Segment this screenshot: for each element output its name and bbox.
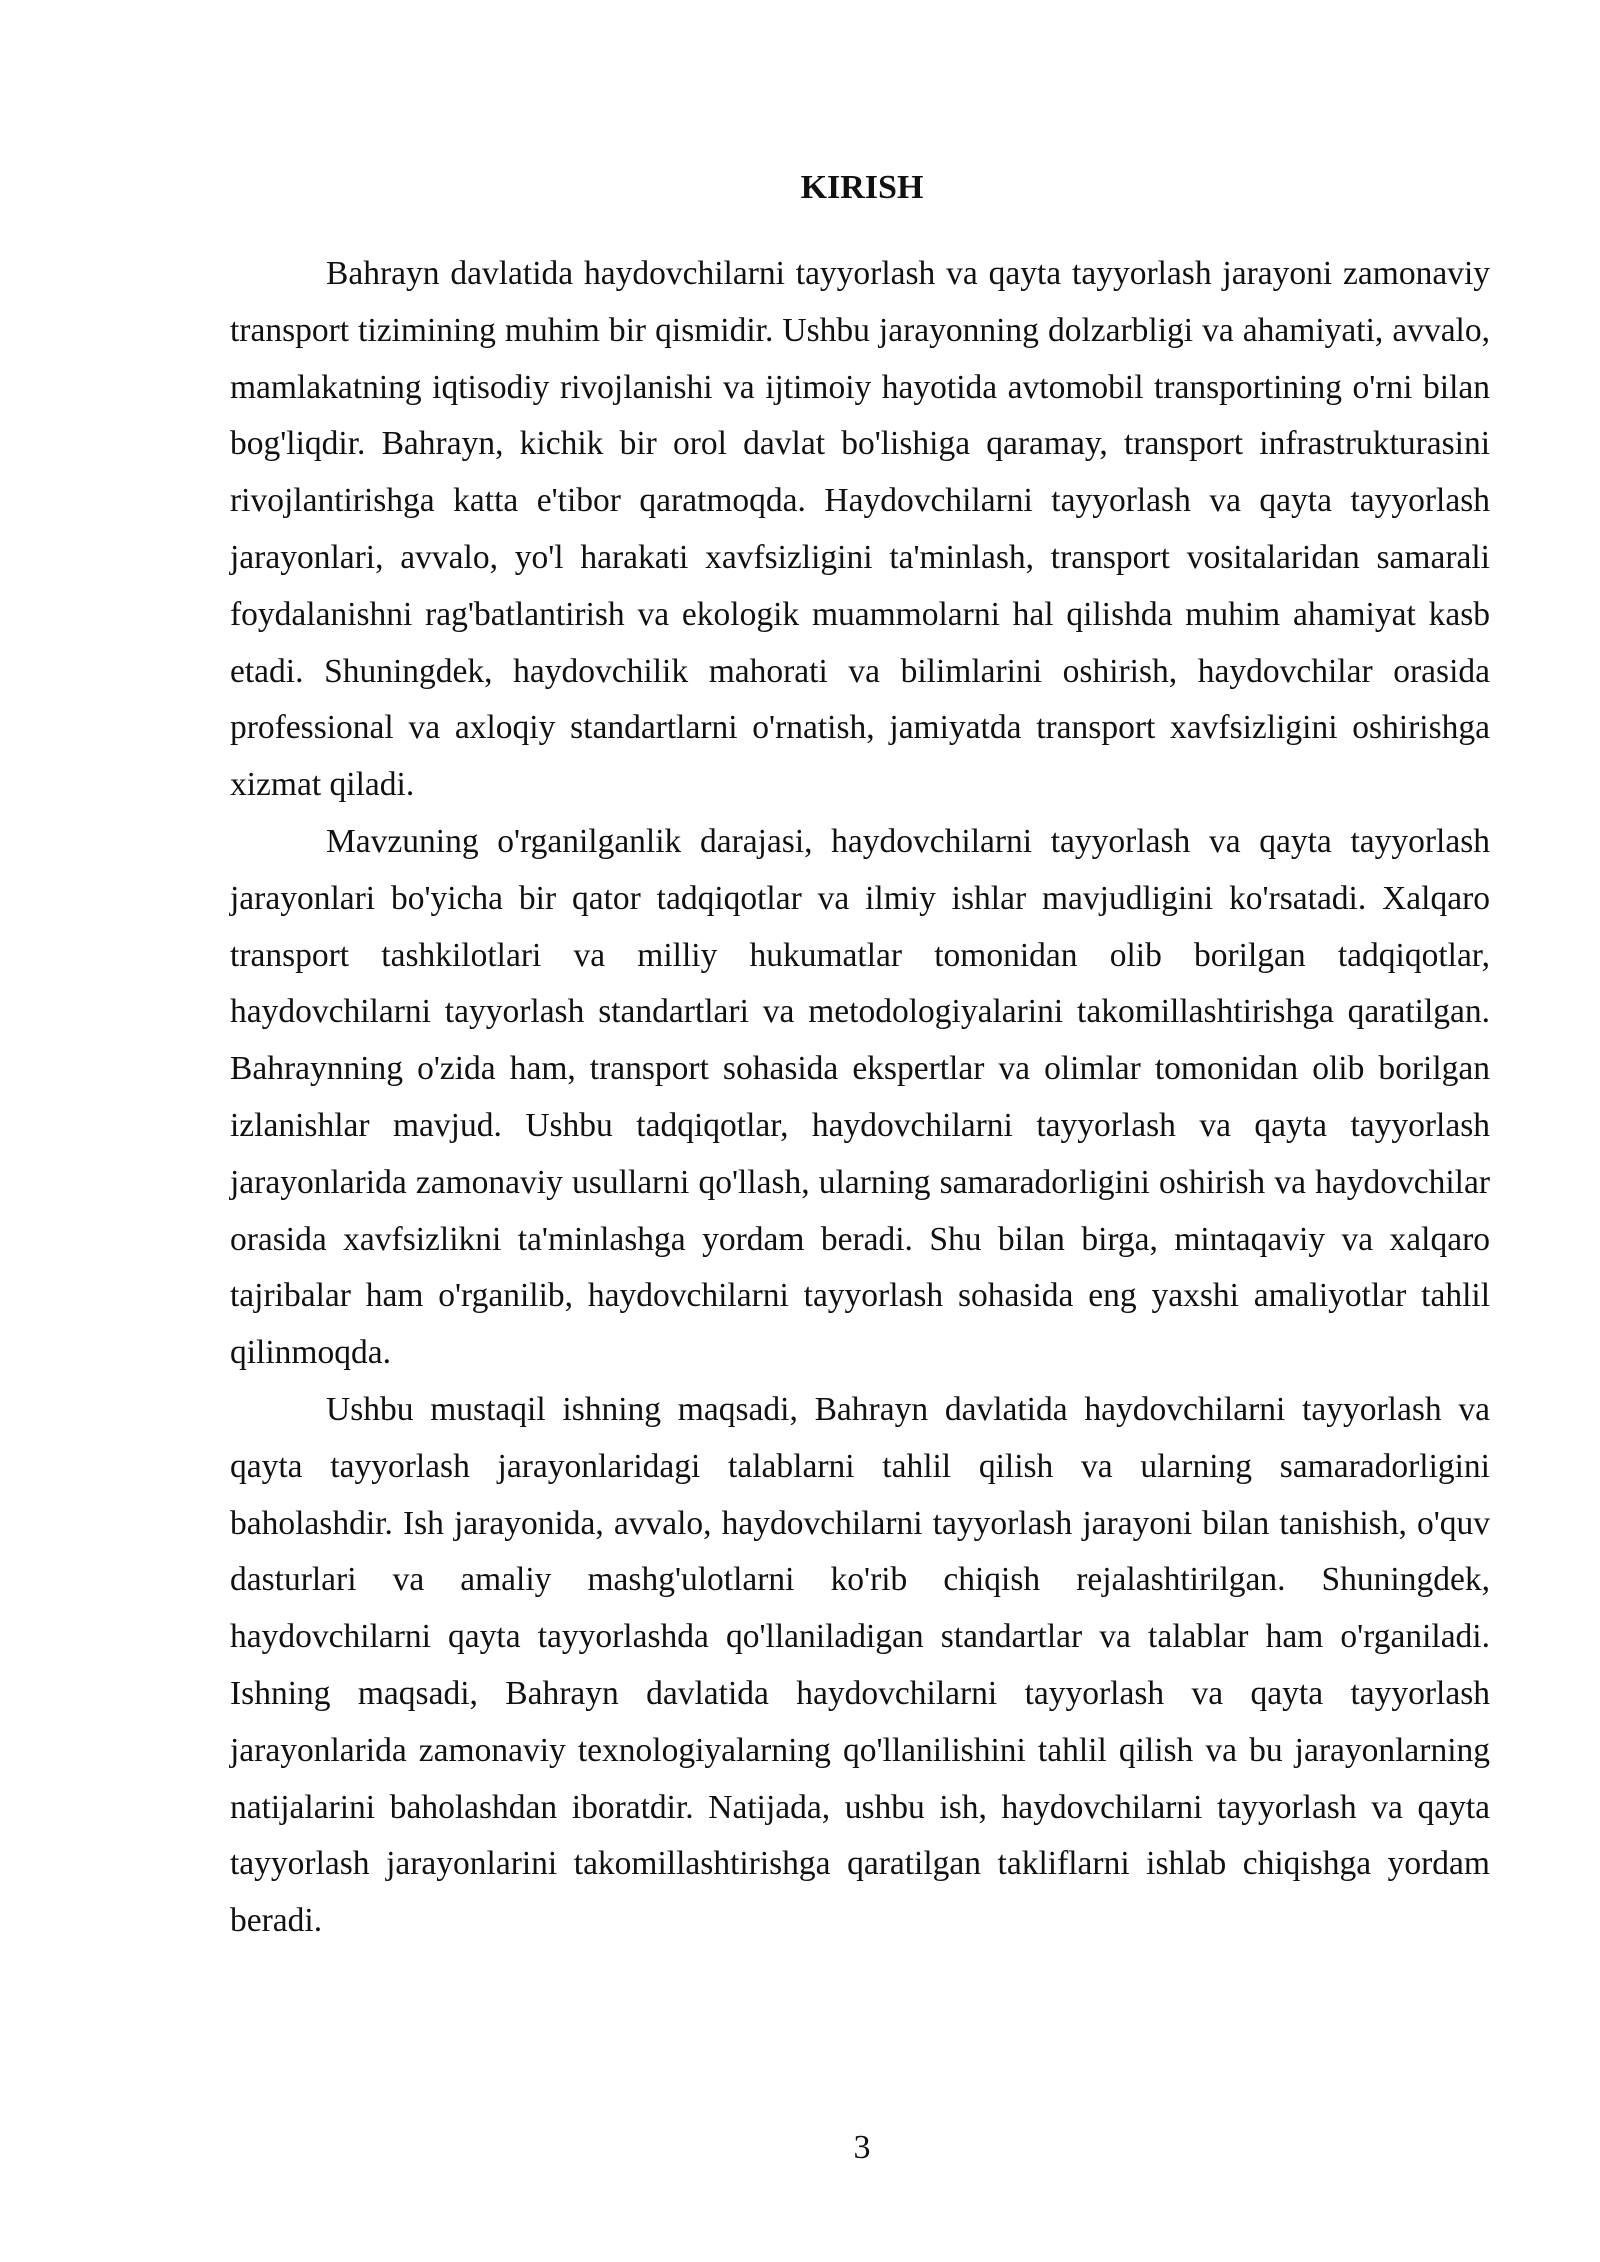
section-title: KIRISH	[800, 169, 924, 206]
paragraph-goal: Ushbu mustaqil ishning maqsadi, Bahrayn davlatida haydovchilarni tayyorlash va qayta tayyorlash jarayonlaridagi talablarni tahlil qilish va ularning samaradorligini baholashdir. Ish jarayonida, avvalo, haydovchilarni tayyorlash jarayoni bilan tanishish, o'quv dasturlari va amaliy mashg'ulotlarni ko'rib chiqish rejalashtirilgan. Shuningdek, haydovchilarni qayta tayyorlashda qo'llaniladigan standartlar va talablar ham o'rganiladi. Ishning maqsadi, Bahrayn davlatida haydovchilarni tayyorlash va qayta tayyorlash jarayonlarida zamonaviy texnologiyalarning qo'llanilishini tahlil qilish va bu jarayonlarning natijalarini baholashdan iboratdir. Natijada, ushbu ish, haydovchilarni tayyorlash va qayta tayyorlash jarayonlarini takomillashtirishga qaratilgan takliflarni ishlab chiqishga yordam beradi.	[230, 1390, 1490, 1940]
paragraph-research-degree: Mavzuning o'rganilganlik darajasi, haydovchilarni tayyorlash va qayta tayyorlash jarayonlari bo'yicha bir qator tadqiqotlar va ilmiy ishlar mavjudligini ko'rsatadi. Xalqaro transport tashkilotlari va milliy hukumatlar tomonidan olib borilgan tadqiqotlar, haydovchilarni tayyorlash standartlari va metodologiyalarini takomillashtirishga qaratilgan. Bahraynning o'zida ham, transport sohasida ekspertlar va olimlar tomonidan olib borilgan izlanishlar mavjud. Ushbu tadqiqotlar, haydovchilarni tayyorlash va qayta tayyorlash jarayonlarida zamonaviy usullarni qo'llash, ularning samaradorligini oshirish va haydovchilar orasida xavfsizlikni ta'minlashga yordam beradi. Shu bilan birga, mintaqaviy va xalqaro tajribalar ham o'rganilib, haydovchilarni tayyorlash sohasida eng yaxshi amaliyotlar tahlil qilinmoqda.	[230, 822, 1490, 1372]
paragraph-relevance: Bahrayn davlatida haydovchilarni tayyorlash va qayta tayyorlash jarayoni zamonaviy transport tizimining muhim bir qismidir. Ushbu jarayonning dolzarbligi va ahamiyati, avvalo, mamlakatning iqtisodiy rivojlanishi va ijtimoiy hayotida avtomobil transportining o'rni bilan bog'liqdir. Bahrayn, kichik bir orol davlat bo'lishiga qaramay, transport infrastrukturasini rivojlantirishga katta e'tibor qaratmoqda. Haydovchilarni tayyorlash va qayta tayyorlash jarayonlari, avvalo, yo'l harakati xavfsizligini ta'minlash, transport vositalaridan samarali foydalanishni rag'batlantirish va ekologik muammolarni hal qilishda muhim ahamiyat kasb etadi. Shuningdek, haydovchilik mahorati va bilimlarini oshirish, haydovchilar orasida professional va axloqiy standartlarni o'rnatish, jamiyatda transport xavfsizligini oshirishga xizmat qiladi.	[230, 255, 1490, 804]
page-number: 3	[853, 2129, 871, 2166]
body-text	[230, 246, 1490, 1950]
